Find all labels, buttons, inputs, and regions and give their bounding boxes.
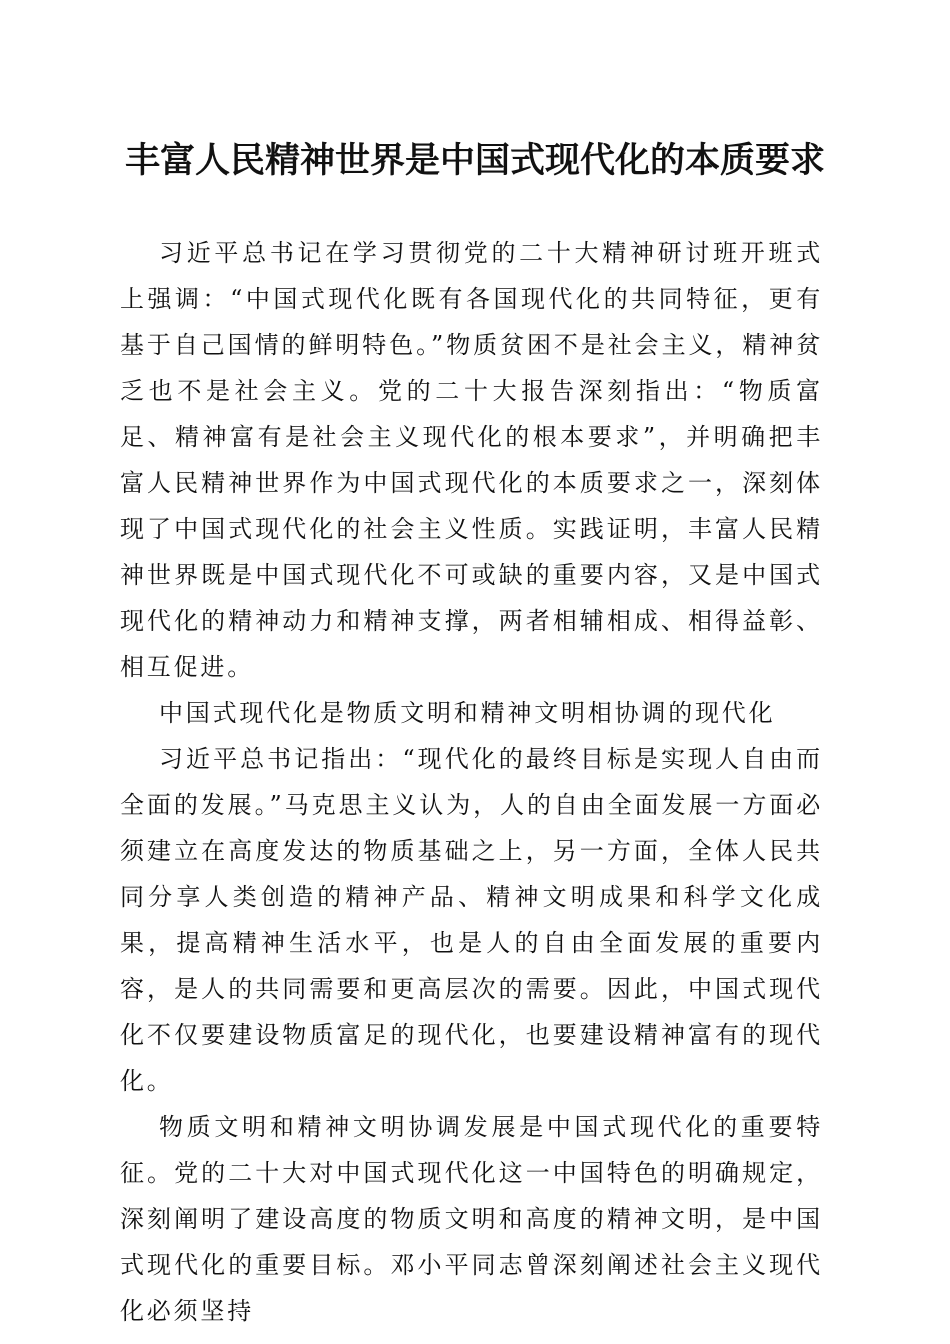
paragraph-marxism: 习近平总书记指出：“现代化的最终目标是实现人自由而全面的发展。”马克思主义认为，人的自由全面发展一方面必须建立在高度发达的物质基础之上，另一方面，全体人民共同分享人类创造的精神产品、精神文明成果和科学文化成果，提高精神生活水平，也是人的自由全面发展的重要内容，是人的共同需要和更高层次的需要。因此，中国式现代化不仅要建设物质富足的现代化，也要建设精神富有的现代化。: [120, 745, 823, 1095]
paragraph-intro: 习近平总书记在学习贯彻党的二十大精神研讨班开班式上强调：“中国式现代化既有各国现代化的共同特征，更有基于自己国情的鲜明特色。”物质贫困不是社会主义，精神贫乏也不是社会主义。党的二十大报告深刻指出：“物质富足、精神富有是社会主义现代化的根本要求”，并明确把丰富人民精神世界作为中国式现代化的本质要求之一，深刻体现了中国式现代化的社会主义性质。实践证明，丰富人民精神世界既是中国式现代化不可或缺的重要内容，又是中国式现代化的精神动力和精神支撑，两者相辅相成、相得益彰、相互促进。: [120, 239, 823, 681]
section-heading: 中国式现代化是物质文明和精神文明相协调的现代化: [159, 699, 776, 727]
document-title: 丰富人民精神世界是中国式现代化的本质要求: [124, 141, 825, 181]
paragraph-coordination: 物质文明和精神文明协调发展是中国式现代化的重要特征。党的二十大对中国式现代化这一中国特色的明确规定，深刻阐明了建设高度的物质文明和高度的精神文明，是中国式现代化的重要目标。邓小平同志曾深刻阐述社会主义现代化必须坚持: [120, 1113, 823, 1325]
document-body: [120, 230, 823, 1334]
